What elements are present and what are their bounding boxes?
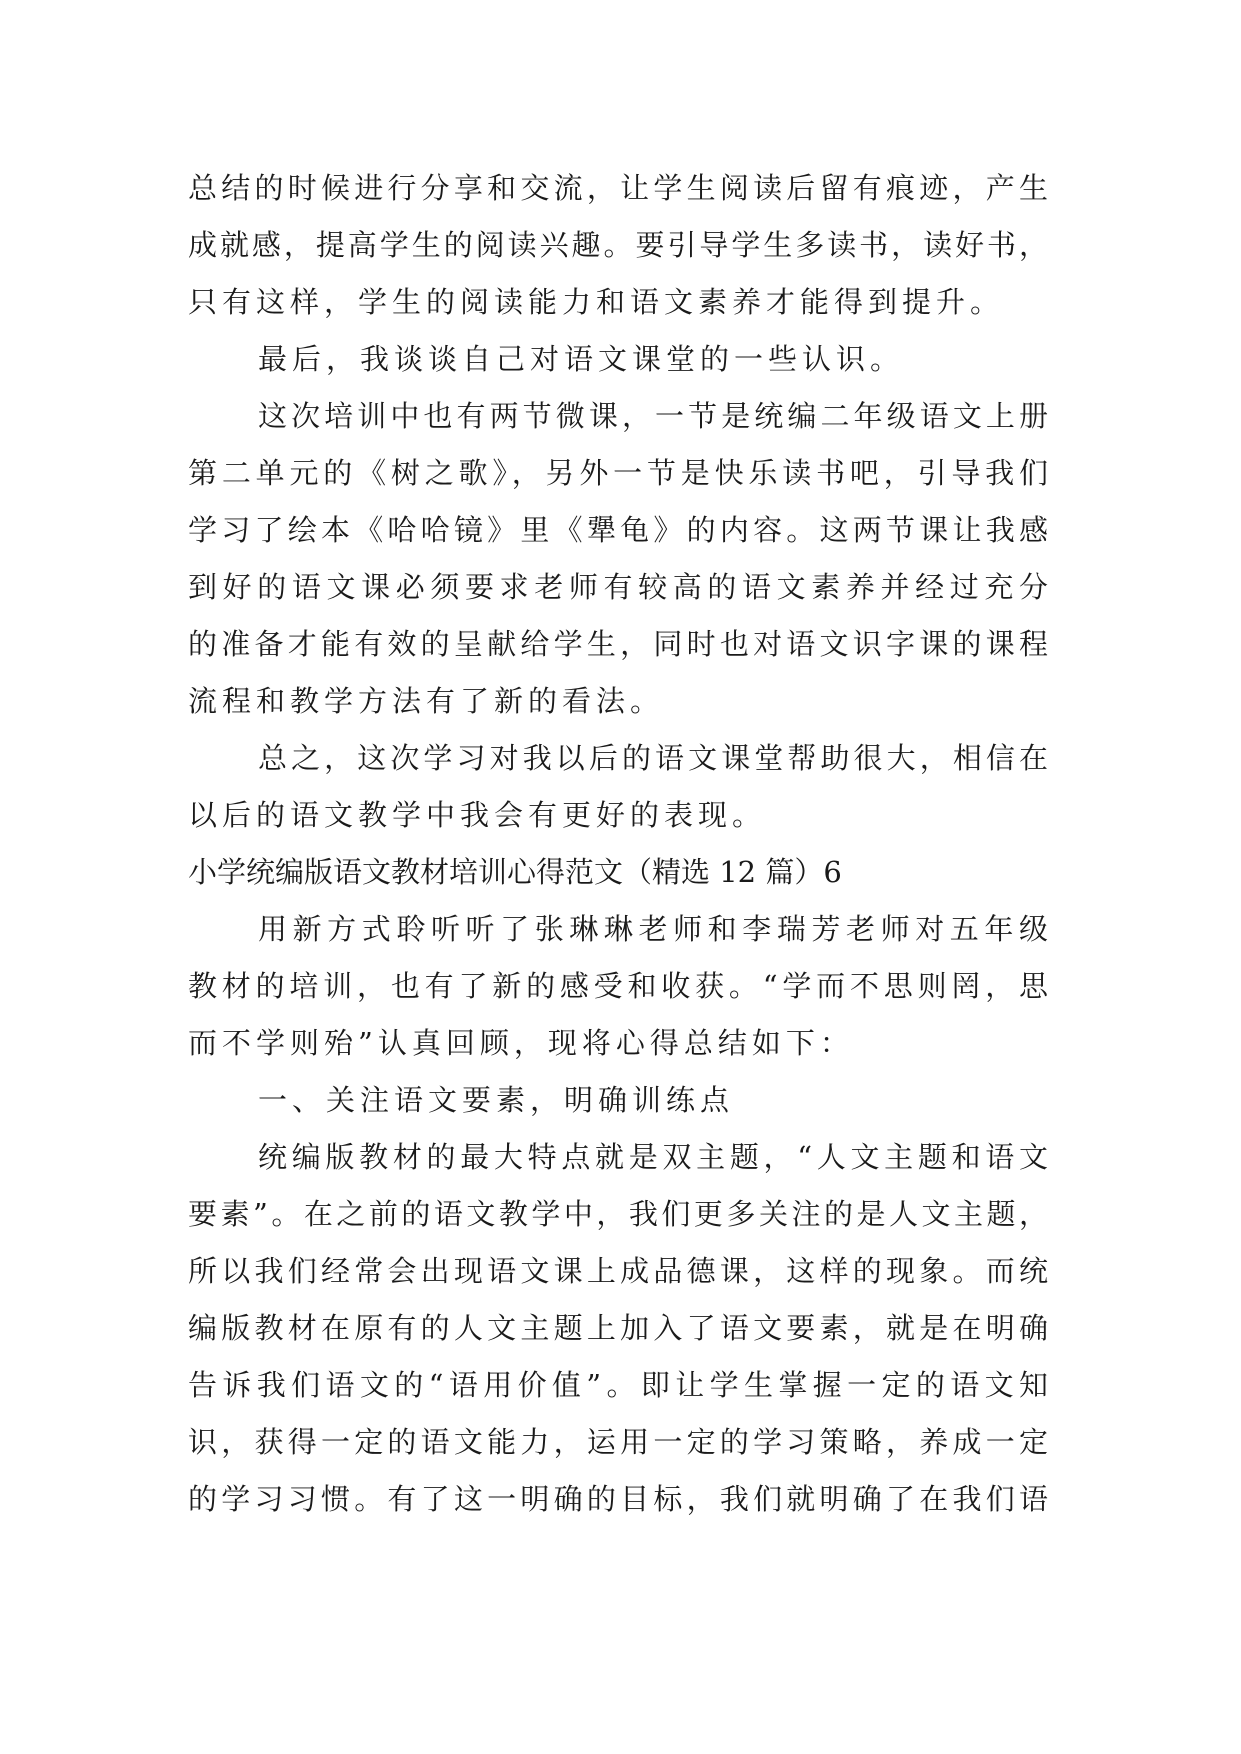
paragraph-line: 流程和教学方法有了新的看法。 <box>188 684 665 718</box>
paragraph-line: 第二单元的《树之歌》，另外一节是快乐读书吧，引导我们 <box>188 456 1048 490</box>
paragraph-line: 总结的时候进行分享和交流，让学生阅读后留有痕迹，产生 <box>188 171 1048 205</box>
section-heading: 小学统编版语文教材培训心得范文（精选 12 篇）6 <box>188 855 842 889</box>
paragraph-line: 统编版教材的最大特点就是双主题，“人文主题和语文 <box>258 1140 1048 1174</box>
paragraph-line: 要素”。在之前的语文教学中，我们更多关注的是人文主题， <box>188 1197 1048 1231</box>
subheading: 一、关注语文要素，明确训练点 <box>258 1083 735 1117</box>
paragraph-line: 最后，我谈谈自己对语文课堂的一些认识。 <box>258 342 905 376</box>
paragraph-line: 成就感，提高学生的阅读兴趣。要引导学生多读书，读好书， <box>188 228 1048 262</box>
paragraph-line: 到好的语文课必须要求老师有较高的语文素养并经过充分 <box>188 570 1048 604</box>
paragraph-line: 告诉我们语文的“语用价值”。即让学生掌握一定的语文知 <box>188 1368 1048 1402</box>
paragraph-line: 学习了绘本《哈哈镜》里《犟龟》的内容。这两节课让我感 <box>188 513 1048 547</box>
paragraph-line: 所以我们经常会出现语文课上成品德课，这样的现象。而统 <box>188 1254 1048 1288</box>
paragraph-line: 这次培训中也有两节微课，一节是统编二年级语文上册 <box>258 399 1048 433</box>
paragraph-line: 以后的语文教学中我会有更好的表现。 <box>188 798 767 832</box>
document-body <box>188 160 1048 1528</box>
paragraph-line: 教材的培训，也有了新的感受和收获。“学而不思则罔，思 <box>188 969 1048 1003</box>
paragraph-line: 只有这样，学生的阅读能力和语文素养才能得到提升。 <box>188 285 1005 319</box>
paragraph-line: 总之，这次学习对我以后的语文课堂帮助很大，相信在 <box>258 741 1048 775</box>
paragraph-line: 的学习习惯。有了这一明确的目标，我们就明确了在我们语 <box>188 1482 1048 1516</box>
paragraph-line: 用新方式聆听听了张琳琳老师和李瑞芳老师对五年级 <box>258 912 1048 946</box>
paragraph-line: 编版教材在原有的人文主题上加入了语文要素，就是在明确 <box>188 1311 1048 1345</box>
paragraph-line: 而不学则殆”认真回顾，现将心得总结如下： <box>188 1026 854 1060</box>
paragraph-line: 识，获得一定的语文能力，运用一定的学习策略，养成一定 <box>188 1425 1048 1459</box>
paragraph-line: 的准备才能有效的呈献给学生，同时也对语文识字课的课程 <box>188 627 1048 661</box>
